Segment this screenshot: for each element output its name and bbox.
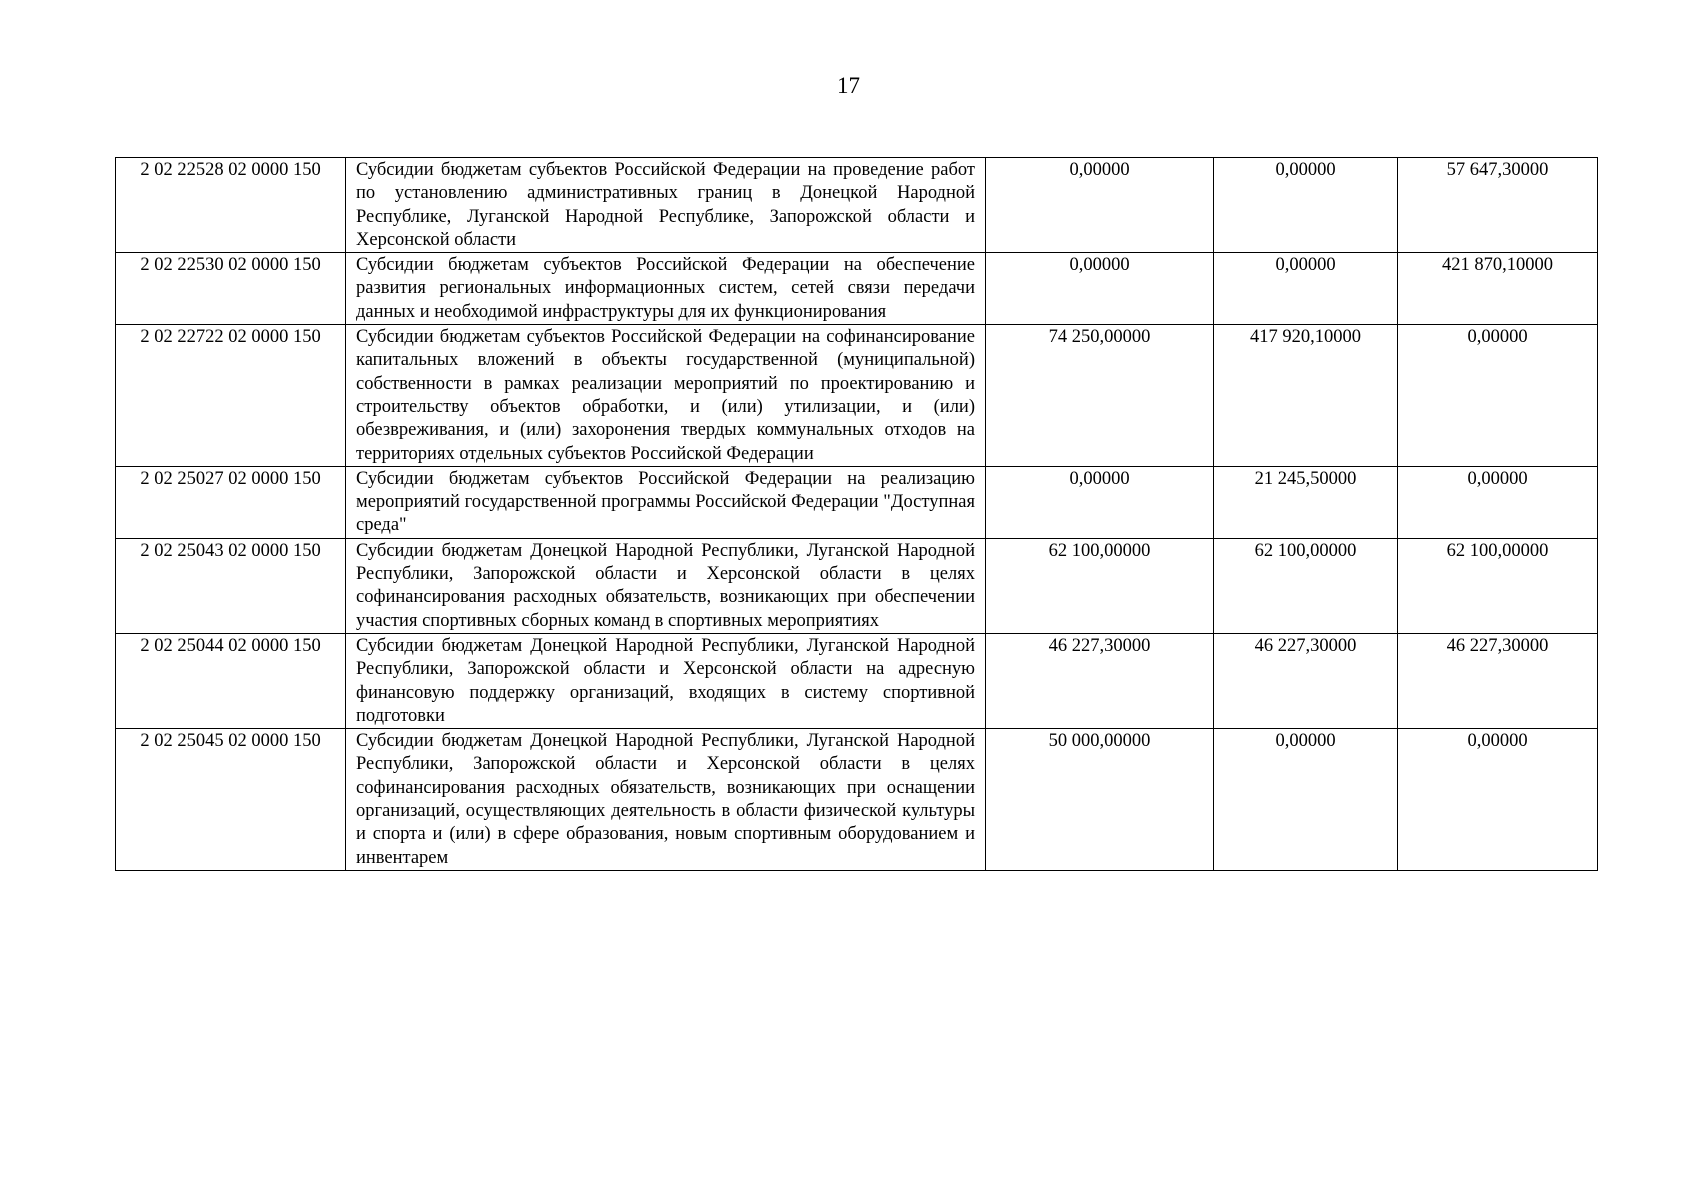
revenue-description: Субсидии бюджетам субъектов Российской Федерации на обеспечение развития региональных информационных систем, сетей связи передачи данных и необходимой инфраструктуры для их функционирования [346, 253, 986, 325]
amount-column-1: 74 250,00000 [986, 325, 1214, 467]
amount-column-3: 62 100,00000 [1398, 538, 1598, 633]
table-row [116, 538, 1598, 633]
amount-column-1: 46 227,30000 [986, 633, 1214, 728]
page-number: 17 [837, 73, 860, 98]
amount-column-3: 0,00000 [1398, 729, 1598, 871]
revenue-description: Субсидии бюджетам субъектов Российской Федерации на софинансирование капитальных вложений в объекты государственной (муниципальной) собственности в рамках реализации мероприятий по проектированию и строительству объектов обработки, и (или) утилизации, и (или) обезвреживания, и (или) захоронения твердых коммунальных отходов на территориях отдельных субъектов Российской Федерации [346, 325, 986, 467]
budget-classification-code: 2 02 22722 02 0000 150 [116, 325, 346, 467]
revenue-description: Субсидии бюджетам Донецкой Народной Республики, Луганской Народной Республики, Запорожской области и Херсонской области в целях софинансирования расходных обязательств, возникающих при обеспечении участия спортивных сборных команд в спортивных мероприятиях [346, 538, 986, 633]
amount-column-2: 62 100,00000 [1214, 538, 1398, 633]
budget-classification-code: 2 02 25027 02 0000 150 [116, 466, 346, 538]
budget-revenue-table [115, 157, 1598, 871]
table-row [116, 158, 1598, 253]
amount-column-3: 421 870,10000 [1398, 253, 1598, 325]
budget-classification-code: 2 02 25043 02 0000 150 [116, 538, 346, 633]
table-row [116, 633, 1598, 728]
amount-column-1: 0,00000 [986, 158, 1214, 253]
revenue-description: Субсидии бюджетам субъектов Российской Федерации на реализацию мероприятий государственной программы Российской Федерации "Доступная среда" [346, 466, 986, 538]
table-row [116, 466, 1598, 538]
budget-classification-code: 2 02 22528 02 0000 150 [116, 158, 346, 253]
amount-column-1: 50 000,00000 [986, 729, 1214, 871]
revenue-description: Субсидии бюджетам Донецкой Народной Республики, Луганской Народной Республики, Запорожской области и Херсонской области на адресную финансовую поддержку организаций, входящих в систему спортивной подготовки [346, 633, 986, 728]
amount-column-2: 0,00000 [1214, 729, 1398, 871]
budget-classification-code: 2 02 25045 02 0000 150 [116, 729, 346, 871]
revenue-description: Субсидии бюджетам Донецкой Народной Республики, Луганской Народной Республики, Запорожской области и Херсонской области в целях софинансирования расходных обязательств, возникающих при оснащении организаций, осуществляющих деятельность в области физической культуры и спорта и (или) в сфере образования, новым спортивным оборудованием и инвентарем [346, 729, 986, 871]
amount-column-2: 21 245,50000 [1214, 466, 1398, 538]
table-row [116, 253, 1598, 325]
amount-column-3: 46 227,30000 [1398, 633, 1598, 728]
amount-column-3: 0,00000 [1398, 325, 1598, 467]
amount-column-1: 0,00000 [986, 466, 1214, 538]
table-row [116, 325, 1598, 467]
budget-classification-code: 2 02 25044 02 0000 150 [116, 633, 346, 728]
amount-column-2: 0,00000 [1214, 253, 1398, 325]
revenue-description: Субсидии бюджетам субъектов Российской Федерации на проведение работ по установлению административных границ в Донецкой Народной Республике, Луганской Народной Республике, Запорожской области и Херсонской области [346, 158, 986, 253]
amount-column-2: 417 920,10000 [1214, 325, 1398, 467]
amount-column-3: 0,00000 [1398, 466, 1598, 538]
amount-column-2: 46 227,30000 [1214, 633, 1398, 728]
table-row [116, 729, 1598, 871]
amount-column-2: 0,00000 [1214, 158, 1398, 253]
amount-column-3: 57 647,30000 [1398, 158, 1598, 253]
amount-column-1: 62 100,00000 [986, 538, 1214, 633]
budget-classification-code: 2 02 22530 02 0000 150 [116, 253, 346, 325]
amount-column-1: 0,00000 [986, 253, 1214, 325]
